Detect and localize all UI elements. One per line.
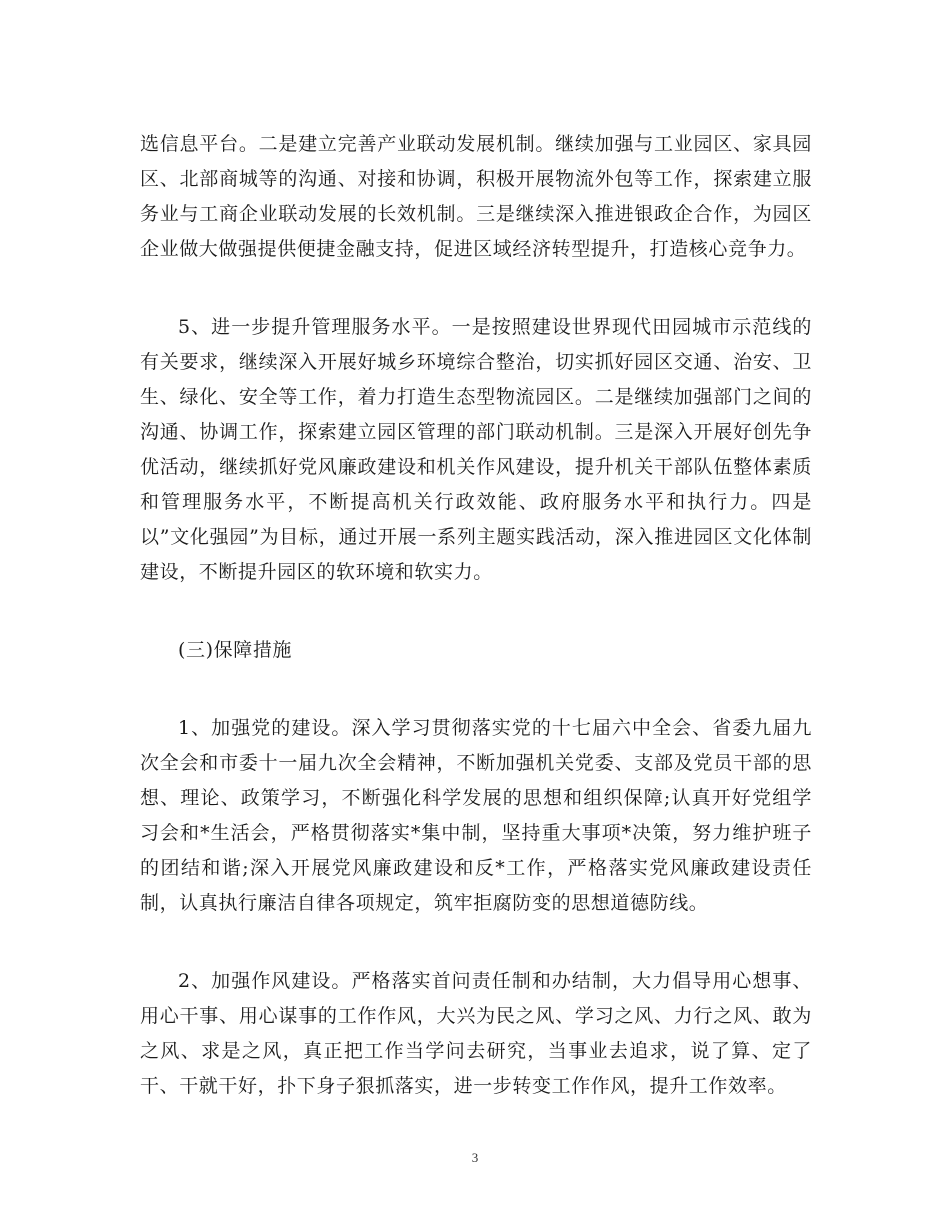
paragraph-gap <box>140 668 812 711</box>
page-number: 3 <box>471 1150 479 1165</box>
paragraph-item-2: 2、加强作风建设。严格落实首问责任制和办结制，大力倡导用心想事、用心干事、用心谋事的工作作风，大兴为民之风、学习之风、力行之风、敢为之风、求是之风，真正把工作当学问去研究，当事业去追求，说了算、定了干、干就干好，扑下身子狠抓落实，进一步转变工作作风，提升工作效率。 <box>140 970 812 1097</box>
paragraph-gap <box>140 921 812 964</box>
paragraph-gap <box>140 590 812 633</box>
section-heading: (三)保障措施 <box>178 639 293 661</box>
paragraph-gap <box>140 267 812 310</box>
paragraph-continuation: 选信息平台。二是建立完善产业联动发展机制。继续加强与工业园区、家具园区、北部商城等的沟通、对接和协调，积极开展物流外包等工作，探索建立服务业与工商企业联动发展的长效机制。三是继续深入推进银政企合作，为园区企业做大做强提供便捷金融支持，促进区域经济转型提升，打造核心竞争力。 <box>140 133 812 260</box>
document-body <box>140 127 812 1104</box>
paragraph-item-5: 5、进一步提升管理服务水平。一是按照建设世界现代田园城市示范线的有关要求，继续深入开展好城乡环境综合整治，切实抓好园区交通、治安、卫生、绿化、安全等工作，着力打造生态型物流园区。二是继续加强部门之间的沟通、协调工作，探索建立园区管理的部门联动机制。三是深入开展好创先争优活动，继续抓好党风廉政建设和机关作风建设，提升机关干部队伍整体素质和管理服务水平，不断提高机关行政效能、政府服务水平和执行力。四是以”文化强园”为目标，通过开展一系列主题实践活动，深入推进园区文化体制建设，不断提升园区的软环境和软实力。 <box>140 316 812 583</box>
paragraph-item-1: 1、加强党的建设。深入学习贯彻落实党的十七届六中全会、省委九届九次全会和市委十一届九次全会精神，不断加强机关党委、支部及党员干部的思想、理论、政策学习，不断强化科学发展的思想和组织保障;认真开好党组学习会和*生活会，严格贯彻落实*集中制，坚持重大事项*决策，努力维护班子的团结和谐;深入开展党风廉政建设和反*工作，严格落实党风廉政建设责任制，认真执行廉洁自律各项规定，筑牢拒腐防变的思想道德防线。 <box>140 717 812 914</box>
